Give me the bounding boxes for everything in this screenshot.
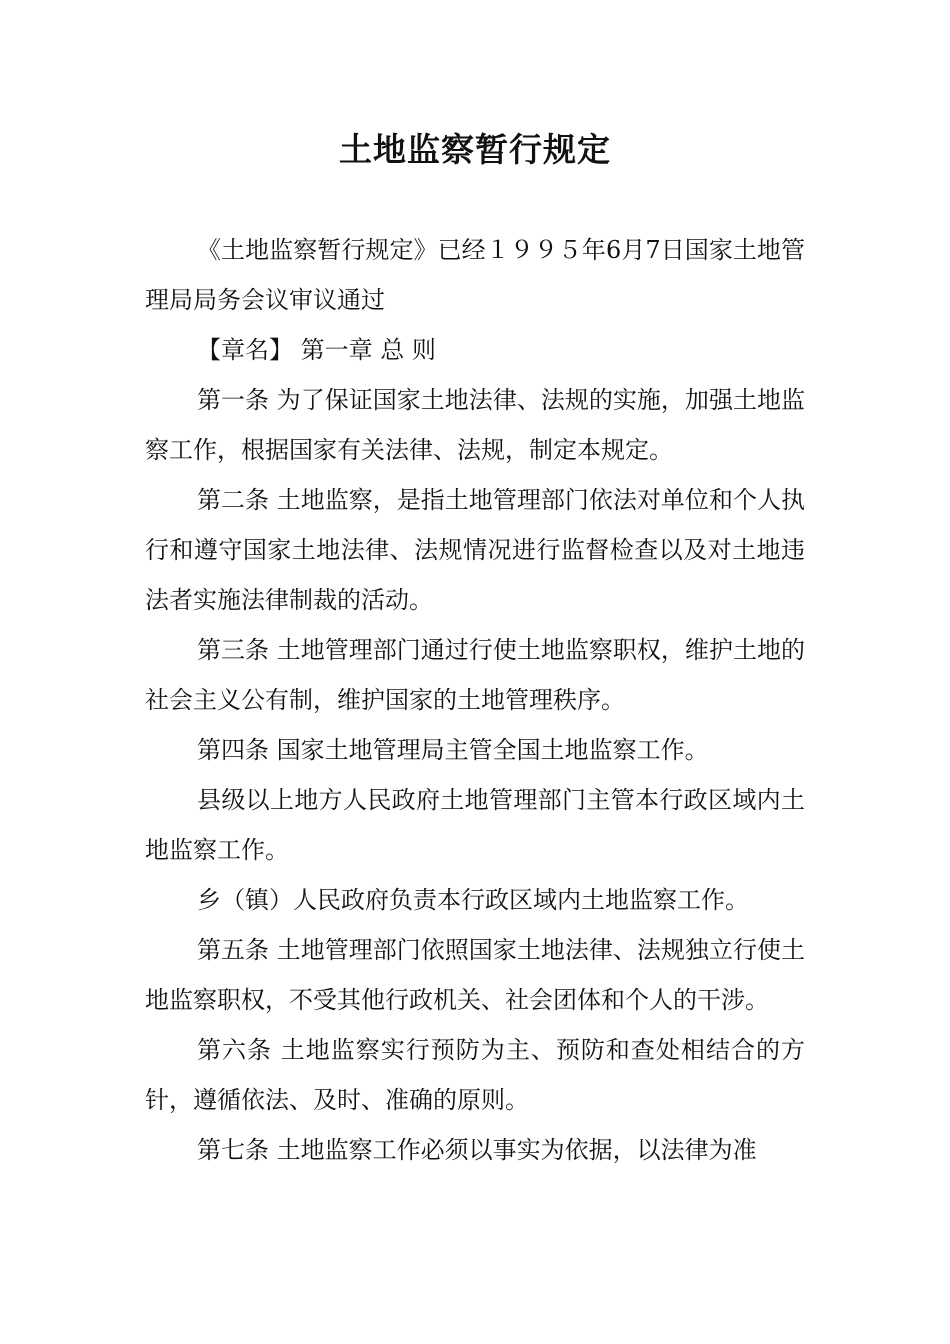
article-6: 第六条 土地监察实行预防为主、预防和查处相结合的方针，遵循依法、及时、准确的原则。 xyxy=(145,1036,805,1114)
intro-paragraph: 《土地监察暂行规定》已经１９９５年6月7日国家土地管理局局务会议审议通过 xyxy=(145,236,805,314)
article-1: 第一条 为了保证国家土地法律、法规的实施，加强土地监察工作，根据国家有关法律、法规，制定本规定。 xyxy=(145,386,805,464)
article-3: 第三条 土地管理部门通过行使土地监察职权，维护土地的社会主义公有制，维护国家的土地管理秩序。 xyxy=(145,636,805,714)
article-4-clause-2: 县级以上地方人民政府土地管理部门主管本行政区域内土地监察工作。 xyxy=(145,786,805,864)
article-4-clause-3: 乡（镇）人民政府负责本行政区域内土地监察工作。 xyxy=(197,886,749,914)
document-title: 土地监察暂行规定 xyxy=(339,130,611,169)
chapter-heading: 【章名】 第一章 总 则 xyxy=(197,336,436,364)
article-7: 第七条 土地监察工作必须以事实为依据，以法律为准 xyxy=(197,1136,757,1164)
article-5: 第五条 土地管理部门依照国家土地法律、法规独立行使土地监察职权，不受其他行政机关、社会团体和个人的干涉。 xyxy=(145,936,805,1014)
document-body xyxy=(145,225,805,1175)
article-4: 第四条 国家土地管理局主管全国土地监察工作。 xyxy=(197,736,709,764)
article-2: 第二条 土地监察，是指土地管理部门依法对单位和个人执行和遵守国家土地法律、法规情况进行监督检查以及对土地违法者实施法律制裁的活动。 xyxy=(145,486,805,614)
